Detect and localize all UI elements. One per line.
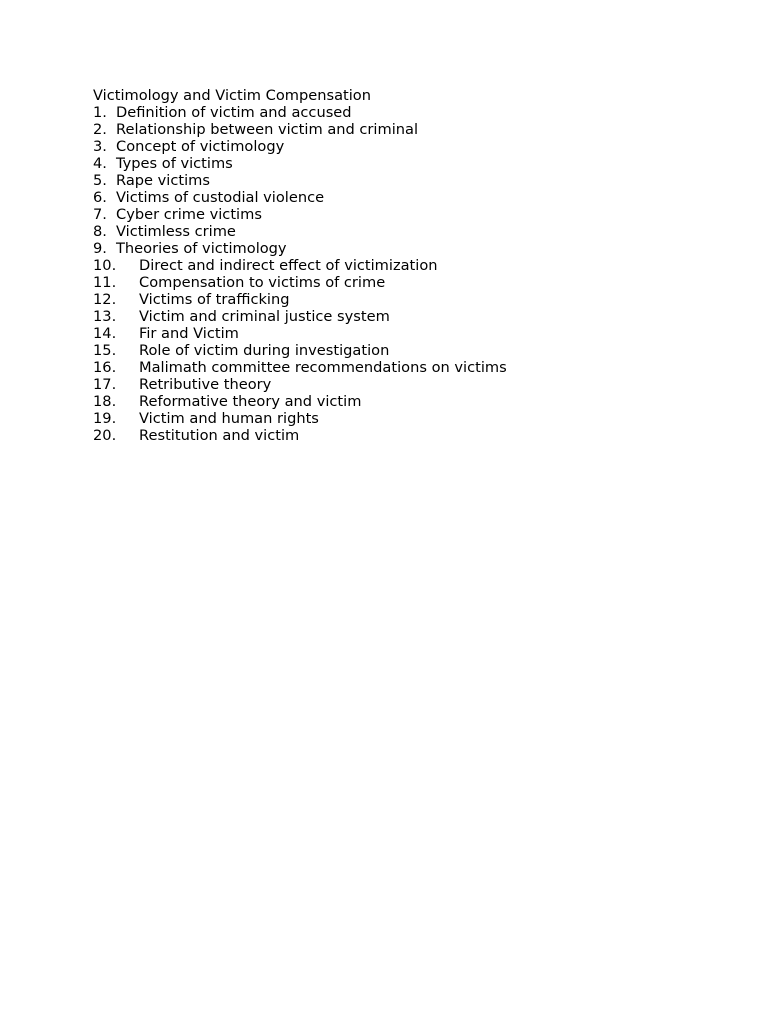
item-number: 10. — [93, 257, 117, 274]
list-item — [93, 104, 713, 121]
item-number: 20. — [93, 427, 117, 444]
item-number: 18. — [93, 393, 117, 410]
item-number: 6. — [93, 189, 107, 206]
item-text: Retributive theory — [139, 376, 272, 393]
item-number: 14. — [93, 325, 117, 342]
item-number: 8. — [93, 223, 107, 240]
list-item — [93, 393, 713, 410]
list-item — [93, 376, 713, 393]
list-item — [93, 342, 713, 359]
list-item — [93, 121, 713, 138]
item-text: Direct and indirect effect of victimization — [139, 257, 438, 274]
list-item — [93, 223, 713, 240]
item-number: 16. — [93, 359, 117, 376]
item-number: 19. — [93, 410, 117, 427]
topic-list — [93, 104, 713, 444]
item-number: 7. — [93, 206, 107, 223]
item-number: 17. — [93, 376, 117, 393]
item-text: Restitution and victim — [139, 427, 300, 444]
list-item — [93, 155, 713, 172]
item-number: 15. — [93, 342, 117, 359]
list-item — [93, 240, 713, 257]
item-number: 5. — [93, 172, 107, 189]
list-item — [93, 308, 713, 325]
document-body — [93, 87, 713, 444]
list-item — [93, 325, 713, 342]
item-text: Role of victim during investigation — [139, 342, 390, 359]
item-text: Fir and Victim — [139, 325, 239, 342]
list-item — [93, 410, 713, 427]
item-number: 4. — [93, 155, 107, 172]
item-text: Victims of custodial violence — [116, 189, 325, 206]
item-text: Rape victims — [116, 172, 210, 189]
item-text: Definition of victim and accused — [116, 104, 352, 121]
document-title: Victimology and Victim Compensation — [93, 87, 371, 104]
list-item — [93, 189, 713, 206]
item-text: Victims of trafficking — [139, 291, 290, 308]
list-item — [93, 274, 713, 291]
item-text: Cyber crime victims — [116, 206, 262, 223]
item-number: 9. — [93, 240, 107, 257]
item-text: Compensation to victims of crime — [139, 274, 386, 291]
item-number: 11. — [93, 274, 117, 291]
item-text: Types of victims — [116, 155, 233, 172]
item-text: Concept of victimology — [116, 138, 285, 155]
item-number: 3. — [93, 138, 107, 155]
item-text: Malimath committee recommendations on victims — [139, 359, 507, 376]
list-item — [93, 206, 713, 223]
item-text: Victim and human rights — [139, 410, 319, 427]
list-item — [93, 257, 713, 274]
item-number: 1. — [93, 104, 107, 121]
item-text: Theories of victimology — [116, 240, 287, 257]
item-text: Relationship between victim and criminal — [116, 121, 419, 138]
list-item — [93, 427, 713, 444]
list-item — [93, 172, 713, 189]
list-item — [93, 359, 713, 376]
list-item — [93, 291, 713, 308]
item-number: 13. — [93, 308, 117, 325]
item-number: 2. — [93, 121, 107, 138]
item-text: Victimless crime — [116, 223, 236, 240]
item-text: Victim and criminal justice system — [139, 308, 390, 325]
item-number: 12. — [93, 291, 117, 308]
item-text: Reformative theory and victim — [139, 393, 362, 410]
list-item — [93, 138, 713, 155]
